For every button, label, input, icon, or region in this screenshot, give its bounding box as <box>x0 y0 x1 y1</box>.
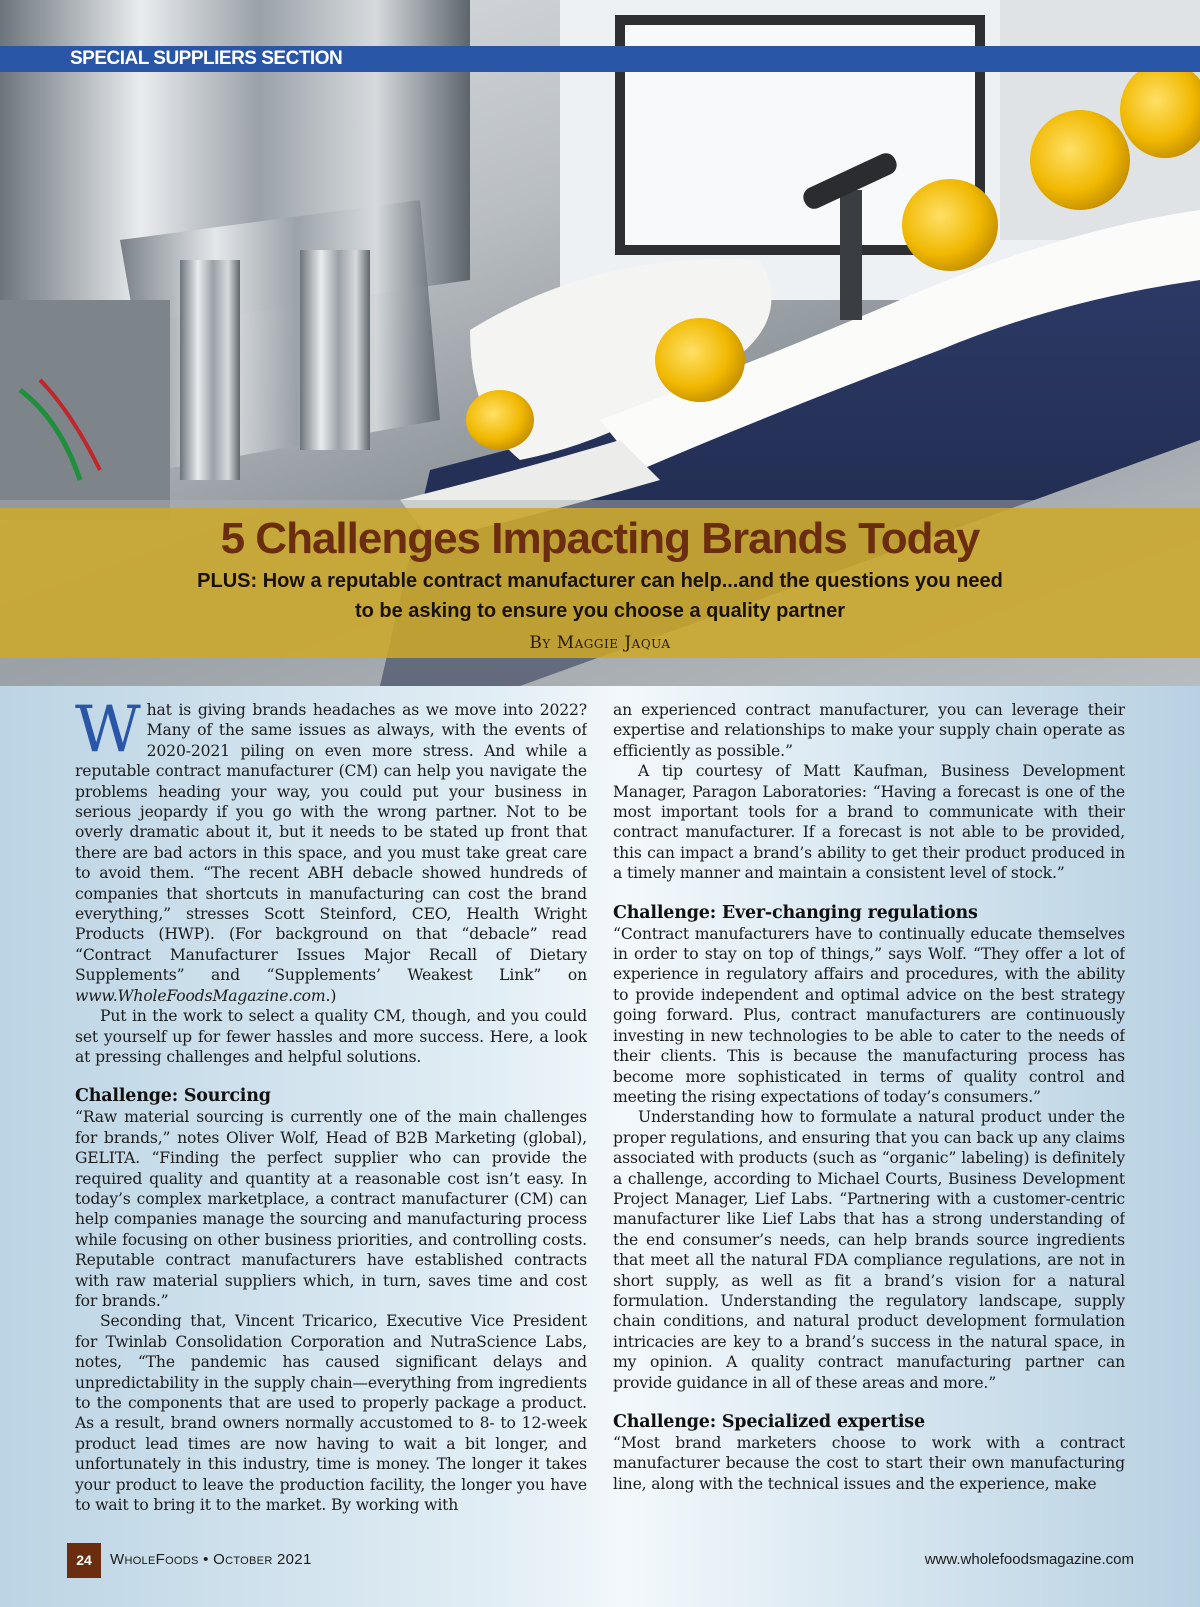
article-subhead: PLUS: How a reputable contract manufacturer can help...and the questions you need to be asking to ensure you choose a quality partner <box>197 570 1003 622</box>
section-label: SPECIAL SUPPLIERS SECTION <box>70 48 343 69</box>
drop-cap: W <box>75 700 141 767</box>
intro-text: hat is giving brands headaches as we move into 2022? Many of the same issues as always, with the events of 2020-2021 piling on even more stress. And while a reputable contract manufacturer (CM) can help you navigate the problems heading your way, you could put your business in serious jeopardy if you go with the wrong partner. Not to be overly dramatic about it, but it needs to be stated up front that there are bad actors in this space, and you must take great care to avoid them. “The recent ABH debacle showed hundreds of companies that shortcuts in manufacturing can cost the brand everything,” stresses Scott Steinford, CEO, Health Wright Products (HWP). (For background on that “debacle” read “Contract Manufacturer Issues Major Recall of Dietary Supplements” and “Supplements’ Weakest Link” on <box>75 701 587 985</box>
section-heading-sourcing: Challenge: Sourcing <box>75 1086 271 1107</box>
section-bar <box>0 46 1200 72</box>
page-number: 24 <box>67 1543 101 1578</box>
article-byline: By Maggie Jaqua <box>529 633 671 653</box>
paragraph: “Most brand marketers choose to work with a contract manufacturer because the cost to start their own manufacturing line, along with the technical issues and the experience, make <box>613 1434 1125 1493</box>
paragraph: Put in the work to select a quality CM, though, and you could set yourself up for fewer hassles and more success. Here, a look at pressing challenges and helpful solutions. <box>75 1007 587 1066</box>
paragraph: Understanding how to formulate a natural product under the proper regulations, and ensuring that you can back up any claims associated with products (such as “organic” labeling) is definitely a challenge, according to Michael Courts, Business Development Project Manager, Lief Labs. “Partnering with a customer-centric manufacturer like Lief Labs that has a strong understanding of the end consumer’s needs, can help brands source ingredients that meet all the natural FDA compliance regulations, are not in short supply, as well as fit a brand’s vision for a natural formulation. Understanding the regulatory landscape, supply chain conditions, and natural product development formulation intricacies are key to a brand’s success in the natural space, in my opinion. A quality contract manufacturing partner can provide guidance in all of these areas and more.” <box>613 1108 1125 1392</box>
intro-paragraph <box>75 700 587 1006</box>
article-headline: 5 Challenges Impacting Brands Today <box>220 514 980 563</box>
paragraph: A tip courtesy of Matt Kaufman, Business Development Manager, Paragon Laboratories: “Having a forecast is one of the most important tools for a brand to communicate with their contract manufacturer. If a forecast is not able to be provided, this can impact a brand’s ability to get their product produced in a timely manner and maintain a consistent level of stock.” <box>613 762 1125 883</box>
hero-image <box>0 0 1200 686</box>
section-heading-expertise: Challenge: Specialized expertise <box>613 1412 925 1432</box>
paragraph: “Raw material sourcing is currently one of the main challenges for brands,” notes Oliver Wolf, Head of B2B Marketing (global), GELITA. “Finding the perfect supplier who can provide the required quality and quantity at a reasonable cost isn’t easy. In today’s complex marketplace, a contract manufacturer (CM) can help companies manage the sourcing and manufacturing process while focusing on other business priorities, and controlling costs. Reputable contract manufacturers have established contracts with raw material suppliers which, in turn, saves time and cost for brands.” <box>75 1108 587 1310</box>
paragraph: an experienced contract manufacturer, you can leverage their expertise and relationships to make your supply chain operate as efficiently as possible.” <box>613 701 1125 760</box>
magazine-link[interactable]: www.WholeFoodsMagazine.com <box>75 986 326 1005</box>
article-column-left <box>75 700 587 1520</box>
paragraph: Seconding that, Vincent Tricarico, Executive Vice President for Twinlab Consolidation Corporation and NutraScience Labs, notes, “The pandemic has caused significant delays and unpredictability in the supply chain—everything from ingredients to the components that are used to properly package a product. As a result, brand owners normally accustomed to 8- to 12-week product lead times are now having to wait a bit longer, and unfortunately in this industry, time is money. The longer it takes your product to leave the production facility, the longer you have to wait to bring it to the market. By working with <box>75 1312 587 1515</box>
paragraph: “Contract manufacturers have to continually educate themselves in order to stay on top of things,” says Wolf. “They offer a lot of experience in regulatory affairs and procedures, with the ability to provide independent and optimal advice on the best strategy going forward. Plus, contract manufacturers are continuously investing in new technologies to be able to cater to the needs of their clients. This is because the manufacturing process has become more sophisticated in terms of quality control and meeting the rising expectations of today’s consumers.” <box>613 924 1125 1106</box>
section-heading-regulations: Challenge: Ever-changing regulations <box>613 902 978 923</box>
intro-text-end: .) <box>325 986 337 1005</box>
website-link[interactable]: www.wholefoodsmagazine.com <box>924 1551 1134 1568</box>
publication-info: WholeFoods • October 2021 <box>110 1551 312 1568</box>
article-column-right <box>613 700 1125 1520</box>
